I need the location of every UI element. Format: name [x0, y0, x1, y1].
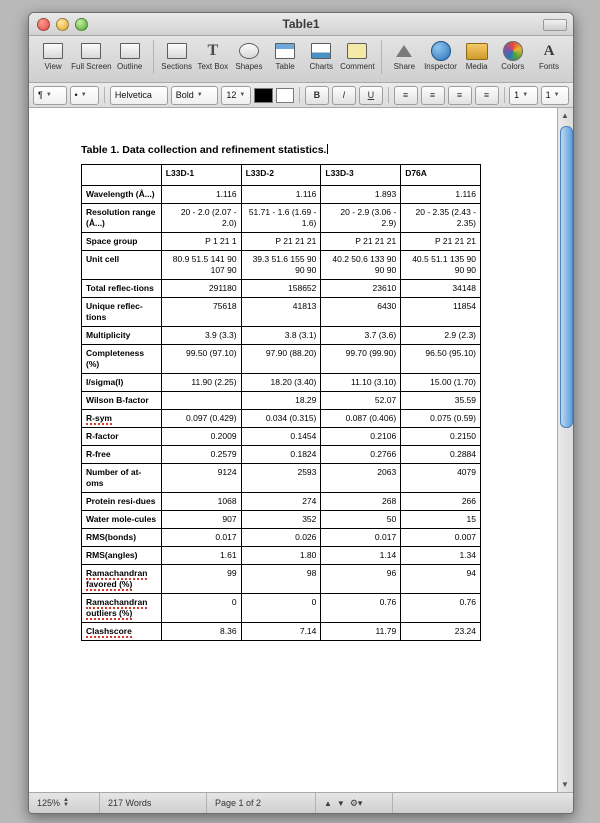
text-color-swatch[interactable] — [254, 88, 273, 103]
zoom-stepper-icon[interactable]: ▲ ▼ — [63, 797, 69, 808]
table-cell: P 21 21 21 — [401, 233, 481, 251]
table-row — [82, 204, 481, 233]
table-cell: 18.29 — [241, 392, 321, 410]
spelling-error-text: Ramachandran outliers (%) — [86, 597, 148, 618]
table-cell: 40.2 50.6 133 90 90 90 — [321, 251, 401, 280]
table-cell: 0.76 — [321, 594, 401, 623]
table-row — [82, 428, 481, 446]
align-left-icon: ≡ — [402, 90, 409, 100]
table-cell: 907 — [161, 511, 241, 529]
align-justify-button[interactable] — [475, 86, 499, 105]
page-indicator-value: Page 1 of 2 — [215, 798, 262, 808]
table-cell: 99.50 (97.10) — [161, 345, 241, 374]
spelling-error-text: Clashscore — [86, 626, 132, 636]
statistics-table[interactable] — [81, 164, 481, 641]
column-header-d76a: D76A — [401, 165, 481, 186]
table-cell: 1068 — [161, 493, 241, 511]
table-cell: 1.893 — [321, 186, 401, 204]
table-cell: 15 — [401, 511, 481, 529]
table-cell: 99.70 (99.90) — [321, 345, 401, 374]
table-row — [82, 565, 481, 594]
toolbar-label-inspector: Inspector — [424, 62, 457, 71]
toolbar-button-outline[interactable] — [112, 38, 148, 72]
italic-button[interactable]: I — [332, 86, 356, 105]
table-row — [82, 529, 481, 547]
row-label: I/sigma(I) — [82, 374, 162, 392]
align-center-button[interactable] — [421, 86, 445, 105]
table-header-row — [82, 165, 481, 186]
table-cell: 0.075 (0.59) — [401, 410, 481, 428]
table-cell: 0.2106 — [321, 428, 401, 446]
toolbar-label-fonts: Fonts — [538, 62, 559, 71]
gear-icon[interactable]: ⚙▾ — [349, 797, 363, 808]
font-size-value: 12 — [226, 90, 237, 100]
row-label: Completeness (%) — [82, 345, 162, 374]
chevron-down-icon-6: ▼ — [553, 92, 560, 98]
table-cell: 291180 — [161, 280, 241, 298]
table-row — [82, 511, 481, 529]
table-cell: 1.116 — [401, 186, 481, 204]
toolbar-button-comment[interactable] — [339, 38, 375, 72]
table-cell: 20 - 2.9 (3.06 - 2.9) — [321, 204, 401, 233]
toolbar-button-charts[interactable] — [303, 38, 339, 72]
table-cell: 1.14 — [321, 547, 401, 565]
comment-icon — [339, 40, 375, 62]
table-cell: 0.76 — [401, 594, 481, 623]
table-cell: P 21 21 21 — [321, 233, 401, 251]
columns-value: 1 — [545, 90, 551, 100]
table-cell: 3.9 (3.3) — [161, 327, 241, 345]
scrollbar-thumb[interactable] — [560, 126, 573, 428]
chevron-down-icon-3: ▼ — [196, 92, 203, 98]
table-cell: 51.71 - 1.6 (1.69 - 1.6) — [241, 204, 321, 233]
table-caption — [81, 144, 517, 156]
table-cell: 94 — [401, 565, 481, 594]
chevron-down-icon: ▼ — [45, 92, 52, 98]
table-row — [82, 345, 481, 374]
table-row — [82, 493, 481, 511]
page-indicator — [207, 793, 316, 813]
font-style-value: Bold — [175, 90, 194, 100]
table-cell: 35.59 — [401, 392, 481, 410]
column-header-blank — [82, 165, 162, 186]
font-style-select[interactable] — [171, 86, 219, 105]
main-toolbar — [29, 36, 573, 83]
outline-icon — [112, 40, 148, 62]
table-cell: 20 - 2.35 (2.43 - 2.35) — [401, 204, 481, 233]
toolbar-label-charts: Charts — [309, 62, 334, 71]
close-button[interactable] — [37, 18, 50, 31]
toolbar-button-sections[interactable] — [159, 38, 195, 72]
table-cell: 268 — [321, 493, 401, 511]
table-caption-text: Table 1. Data collection and refinement statistics. — [81, 144, 327, 156]
toolbar-separator — [153, 40, 154, 74]
table-cell: 2063 — [321, 464, 401, 493]
row-label: R-factor — [82, 428, 162, 446]
window-controls — [37, 18, 88, 31]
font-family-value: Helvetica — [114, 90, 152, 100]
format-separator-3 — [388, 87, 389, 103]
table-row — [82, 233, 481, 251]
row-label — [82, 410, 162, 428]
chevron-down-icon-4: ▼ — [239, 92, 246, 98]
table-cell: 0.1824 — [241, 446, 321, 464]
column-header-l33d-1: L33D-1 — [161, 165, 241, 186]
list-style-value: • — [74, 90, 78, 100]
table-cell: 1.80 — [241, 547, 321, 565]
format-separator-2 — [299, 87, 300, 103]
table-cell: 9124 — [161, 464, 241, 493]
toolbar-button-media[interactable] — [459, 38, 495, 72]
table-cell: 0.017 — [321, 529, 401, 547]
line-spacing-value: 1 — [514, 90, 520, 100]
fullscreen-icon — [71, 40, 111, 62]
row-label: Number of at-oms — [82, 464, 162, 493]
word-count-value: 217 Words — [108, 798, 152, 808]
table-cell: 39.3 51.6 155 90 90 90 — [241, 251, 321, 280]
title-bar[interactable] — [29, 13, 573, 36]
align-right-button[interactable] — [448, 86, 472, 105]
shapes-icon — [231, 40, 267, 62]
table-header — [82, 165, 481, 186]
table-cell: 1.116 — [241, 186, 321, 204]
table-cell: 1.34 — [401, 547, 481, 565]
table-cell: 23.24 — [401, 623, 481, 641]
paragraph-style-select[interactable] — [33, 86, 67, 105]
toolbar-label-outline: Outline — [117, 62, 143, 71]
status-bar — [29, 792, 573, 813]
toolbar-button-full-screen[interactable] — [71, 38, 111, 72]
table-cell: 11.10 (3.10) — [321, 374, 401, 392]
table-row — [82, 464, 481, 493]
page-navigation[interactable] — [316, 793, 393, 813]
table-row — [82, 186, 481, 204]
table-cell: 7.14 — [241, 623, 321, 641]
table-row — [82, 410, 481, 428]
table-cell: 40.5 51.1 135 90 90 90 — [401, 251, 481, 280]
align-justify-icon: ≡ — [483, 90, 490, 100]
row-label — [82, 594, 162, 623]
table-cell: 274 — [241, 493, 321, 511]
table-cell: 6430 — [321, 298, 401, 327]
toolbar-label-sections: Sections — [161, 62, 192, 71]
table-cell: 15.00 (1.70) — [401, 374, 481, 392]
table-cell: 11854 — [401, 298, 481, 327]
table-cell: 0.097 (0.429) — [161, 410, 241, 428]
toolbar-button-fonts[interactable] — [531, 38, 567, 72]
table-cell: 80.9 51.5 141 90 107 90 — [161, 251, 241, 280]
table-cell: 0.026 — [241, 529, 321, 547]
column-header-l33d-3: L33D-3 — [321, 165, 401, 186]
toolbar-button-colors[interactable] — [495, 38, 531, 72]
spelling-error-text: R-sym — [86, 413, 112, 423]
table-cell: 99 — [161, 565, 241, 594]
table-cell: 0.2579 — [161, 446, 241, 464]
format-separator-1 — [104, 87, 105, 103]
table-cell: 18.20 (3.40) — [241, 374, 321, 392]
table-cell: 23610 — [321, 280, 401, 298]
spelling-error-text: Ramachandran favored (%) — [86, 568, 148, 589]
document-area — [29, 108, 573, 792]
document-window — [28, 12, 574, 814]
table-row — [82, 594, 481, 623]
align-left-button[interactable] — [394, 86, 418, 105]
format-separator-4 — [504, 87, 505, 103]
row-label: Unique reflec-tions — [82, 298, 162, 327]
table-cell: 11.79 — [321, 623, 401, 641]
row-label — [82, 565, 162, 594]
table-cell: 352 — [241, 511, 321, 529]
row-label: Wavelength (Å...) — [82, 186, 162, 204]
table-body — [82, 186, 481, 641]
row-label: RMS(bonds) — [82, 529, 162, 547]
toolbar-button-shapes[interactable] — [231, 38, 267, 72]
zoom-button[interactable] — [75, 18, 88, 31]
share-icon — [386, 40, 422, 62]
underline-button[interactable]: U — [359, 86, 383, 105]
colors-icon — [495, 40, 531, 62]
sections-icon — [159, 40, 195, 62]
table-row — [82, 298, 481, 327]
document-page[interactable] — [29, 108, 557, 792]
table-cell: 0.2884 — [401, 446, 481, 464]
row-label: Resolution range (Å...) — [82, 204, 162, 233]
toolbar-label-share: Share — [393, 62, 416, 71]
table-icon — [267, 40, 303, 62]
table-cell: 11.90 (2.25) — [161, 374, 241, 392]
row-label: RMS(angles) — [82, 547, 162, 565]
toolbar-label-view: View — [44, 62, 62, 71]
text-cursor — [327, 144, 328, 154]
minimize-button[interactable] — [56, 18, 69, 31]
window-title: Table1 — [282, 17, 320, 31]
table-cell: 96 — [321, 565, 401, 594]
textbox-icon: T — [207, 42, 219, 59]
toolbar-button-view[interactable] — [35, 38, 71, 72]
table-cell: 1.61 — [161, 547, 241, 565]
table-cell: 0.2009 — [161, 428, 241, 446]
line-spacing-select[interactable] — [509, 86, 537, 105]
table-cell: 20 - 2.0 (2.07 - 2.0) — [161, 204, 241, 233]
list-style-select[interactable] — [70, 86, 100, 105]
row-label: Protein resi-dues — [82, 493, 162, 511]
table-cell: 0.1454 — [241, 428, 321, 446]
font-family-select[interactable] — [110, 86, 168, 105]
table-cell: 75618 — [161, 298, 241, 327]
toolbar-separator-2 — [381, 40, 382, 74]
row-label: Multiplicity — [82, 327, 162, 345]
table-cell: 158652 — [241, 280, 321, 298]
toolbar-label-text-box: Text Box — [197, 62, 229, 71]
bold-button[interactable]: B — [305, 86, 329, 105]
row-label: Total reflec-tions — [82, 280, 162, 298]
toolbar-button-inspector[interactable] — [422, 38, 458, 72]
toolbar-label-shapes: Shapes — [235, 62, 263, 71]
fonts-icon: A — [543, 42, 555, 59]
table-row — [82, 327, 481, 345]
table-cell: 0.2150 — [401, 428, 481, 446]
scroll-up-icon[interactable]: ▲ — [561, 111, 569, 120]
table-cell: 1.116 — [161, 186, 241, 204]
toolbar-label-media: Media — [465, 62, 488, 71]
toolbar-button-text-box[interactable] — [195, 38, 231, 72]
row-label: R-free — [82, 446, 162, 464]
toolbar-label-table: Table — [275, 62, 295, 71]
table-row — [82, 446, 481, 464]
table-row — [82, 374, 481, 392]
charts-icon — [303, 40, 339, 62]
table-cell: 34148 — [401, 280, 481, 298]
table-cell: 50 — [321, 511, 401, 529]
row-label — [82, 623, 162, 641]
media-icon — [459, 40, 495, 62]
table-cell: 0.2766 — [321, 446, 401, 464]
align-right-icon: ≡ — [456, 90, 463, 100]
chevron-down-icon-2: ▼ — [80, 92, 87, 98]
table-cell: 98 — [241, 565, 321, 594]
word-count — [100, 793, 207, 813]
scroll-down-icon[interactable]: ▼ — [561, 780, 569, 789]
table-cell: 0.087 (0.406) — [321, 410, 401, 428]
align-center-icon: ≡ — [429, 90, 436, 100]
table-cell: P 21 21 21 — [241, 233, 321, 251]
table-cell: 0 — [241, 594, 321, 623]
columns-select[interactable] — [541, 86, 569, 105]
table-cell: 3.8 (3.1) — [241, 327, 321, 345]
table-cell — [161, 392, 241, 410]
toolbar-label-full-screen: Full Screen — [71, 62, 112, 71]
table-cell: 96.50 (95.10) — [401, 345, 481, 374]
table-cell: 41813 — [241, 298, 321, 327]
column-header-l33d-2: L33D-2 — [241, 165, 321, 186]
table-cell: 2593 — [241, 464, 321, 493]
font-size-select[interactable] — [221, 86, 251, 105]
vertical-scrollbar[interactable] — [557, 108, 573, 792]
fill-color-swatch[interactable] — [276, 88, 295, 103]
toolbar-button-table[interactable] — [267, 38, 303, 72]
paragraph-style-value: ¶ — [38, 90, 43, 100]
row-label: Unit cell — [82, 251, 162, 280]
row-label: Wilson B-factor — [82, 392, 162, 410]
format-bar — [29, 83, 573, 108]
table-row — [82, 251, 481, 280]
toolbar-label-colors: Colors — [501, 62, 525, 71]
table-cell: 0.017 — [161, 529, 241, 547]
table-cell: P 1 21 1 — [161, 233, 241, 251]
table-cell: 3.7 (3.6) — [321, 327, 401, 345]
inspector-icon — [422, 40, 458, 62]
table-cell: 266 — [401, 493, 481, 511]
table-row — [82, 280, 481, 298]
row-label: Water mole-cules — [82, 511, 162, 529]
toolbar-toggle-button[interactable] — [543, 19, 567, 31]
row-label: Space group — [82, 233, 162, 251]
view-icon — [35, 40, 71, 62]
table-cell: 2.9 (2.3) — [401, 327, 481, 345]
table-row — [82, 623, 481, 641]
next-page-icon[interactable]: ▼ — [336, 798, 345, 808]
table-cell: 8.36 — [161, 623, 241, 641]
chevron-down-icon-5: ▼ — [522, 92, 529, 98]
table-cell: 0.007 — [401, 529, 481, 547]
toolbar-button-share[interactable] — [386, 38, 422, 72]
table-cell: 0.034 (0.315) — [241, 410, 321, 428]
table-row — [82, 392, 481, 410]
table-row — [82, 547, 481, 565]
table-cell: 0 — [161, 594, 241, 623]
table-cell: 4079 — [401, 464, 481, 493]
toolbar-label-comment: Comment — [340, 62, 375, 71]
table-cell: 97.90 (88.20) — [241, 345, 321, 374]
table-cell: 52.07 — [321, 392, 401, 410]
zoom-value: 125% — [37, 798, 61, 808]
zoom-control[interactable] — [29, 793, 100, 813]
previous-page-icon[interactable]: ▲ — [324, 798, 332, 808]
